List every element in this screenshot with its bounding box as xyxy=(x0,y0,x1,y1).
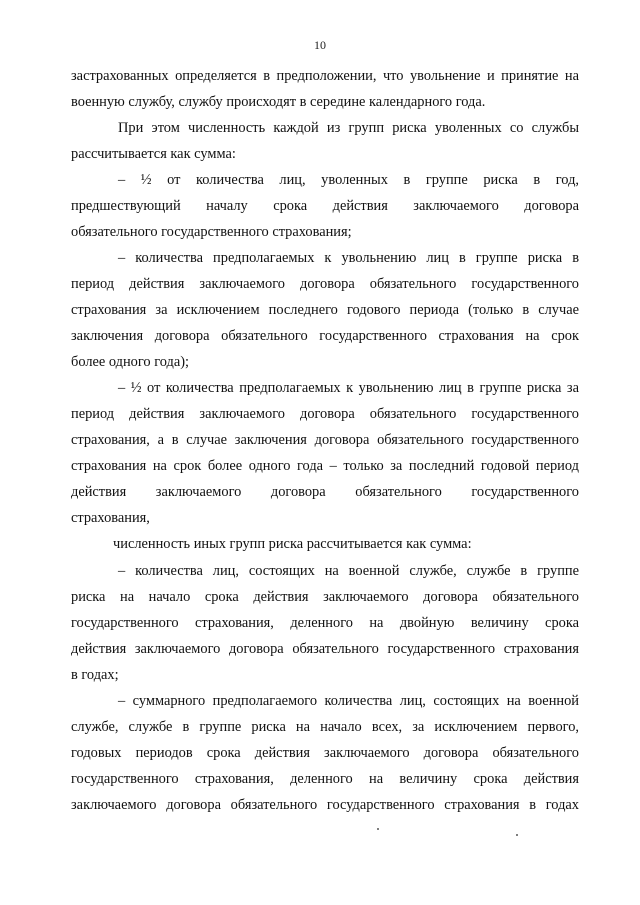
text-line: службе, службе в группе риска на начало всех, за исключением первого, xyxy=(71,719,579,735)
text-line: – количества лиц, состоящих на военной службе, службе в группе xyxy=(118,563,579,579)
text-line: период действия заключаемого договора обязательного государственного xyxy=(71,276,579,292)
text-line: в годах; xyxy=(71,667,119,683)
text-line: действия заключаемого договора обязательного государственного xyxy=(71,484,579,500)
page-number: 10 xyxy=(314,38,326,52)
text-line: – количества предполагаемых к увольнению лиц в группе риска в xyxy=(118,250,579,266)
text-line: страхования за исключением последнего годового периода (только в случае xyxy=(71,302,579,318)
text-line: – ½ от количества лиц, уволенных в группе риска в год, xyxy=(118,172,579,188)
text-line: обязательного государственного страхования; xyxy=(71,224,352,240)
text-line: При этом численность каждой из групп риска уволенных со службы xyxy=(118,120,579,136)
text-line: период действия заключаемого договора обязательного государственного xyxy=(71,406,579,422)
text-line: более одного года); xyxy=(71,354,190,370)
text-line: государственного страхования, деленного на двойную величину срока xyxy=(71,615,579,631)
text-line: заключаемого договора обязательного государственного страхования в годах xyxy=(71,797,579,813)
text-line: государственного страхования, деленного на величину срока действия xyxy=(71,771,579,787)
text-line: – суммарного предполагаемого количества лиц, состоящих на военной xyxy=(118,693,579,709)
text-line: застрахованных определяется в предположении, что увольнение и принятие на xyxy=(71,68,579,84)
text-line: страхования, а в случае заключения договора обязательного государственного xyxy=(71,432,579,448)
scan-speck xyxy=(377,828,379,830)
text-line: – ½ от количества предполагаемых к увольнению лиц в группе риска за xyxy=(118,380,579,396)
text-line: риска на начало срока действия заключаемого договора обязательного xyxy=(71,589,579,605)
scan-speck xyxy=(516,834,518,836)
text-line: военную службу, службу происходят в середине календарного года. xyxy=(71,94,486,110)
text-line: предшествующий началу срока действия заключаемого договора xyxy=(71,198,579,214)
text-line: годовых периодов срока действия заключаемого договора обязательного xyxy=(71,745,579,761)
text-line: численность иных групп риска рассчитывается как сумма: xyxy=(113,536,472,552)
text-line: действия заключаемого договора обязательного государственного страхования xyxy=(71,641,579,657)
text-line: страхования, xyxy=(71,510,150,526)
text-line: рассчитывается как сумма: xyxy=(71,146,236,162)
text-line: страхования на срок более одного года – только за последний годовой период xyxy=(71,458,579,474)
text-line: заключения договора обязательного государственного страхования на срок xyxy=(71,328,579,344)
